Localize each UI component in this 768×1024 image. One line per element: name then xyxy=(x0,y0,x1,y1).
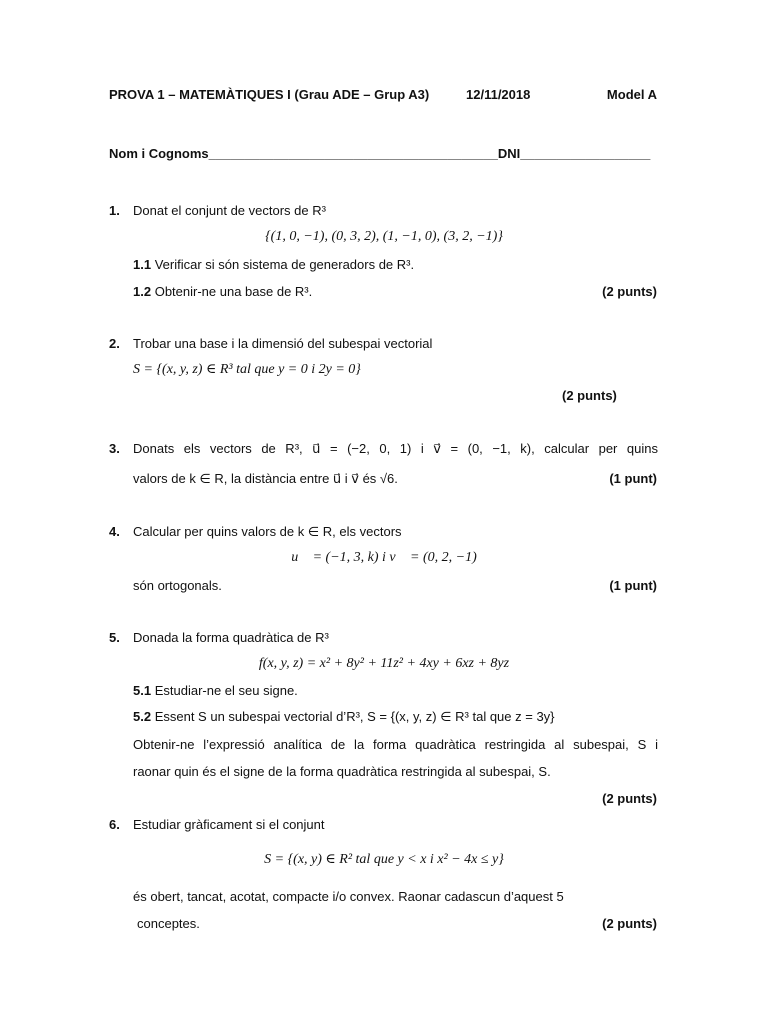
q4-text2: són ortogonals. xyxy=(133,578,222,593)
q5-points: (2 punts) xyxy=(602,791,657,806)
q5-sub2-text: Essent S un subespai vectorial d’R³, S = {(x, y, z) ∈ R³ tal que z = 3y} xyxy=(154,709,555,724)
q4-vectors: u⃗ = (−1, 3, k) i v⃗ = (0, 2, −1) xyxy=(291,550,477,565)
q5-quadratic-form: f(x, y, z) = x² + 8y² + 11z² + 4xy + 6xz + 8yz xyxy=(258,656,510,671)
q6-line4: conceptes. xyxy=(137,916,200,931)
q5-line3: Obtenir-ne l’expressió analítica de la forma quadràtica restringida al subespai, S i xyxy=(133,737,658,752)
q1-points: (2 punts) xyxy=(602,284,657,299)
q1-sub2 xyxy=(133,283,312,301)
q1-sub1-number: 1.1 xyxy=(133,257,152,272)
q3-line1: Donats els vectors de R³, u⃗ = (−2, 0, 1) i v⃗ = (0, −1, k), calcular per quins xyxy=(133,441,658,456)
q5-text: Donada la forma quadràtica de R³ xyxy=(133,630,329,645)
q5-sub1-text: Estudiar-ne el seu signe. xyxy=(154,683,298,698)
q5-sub1 xyxy=(133,682,298,700)
q3-points: (1 punt) xyxy=(609,471,657,486)
q5-sub2 xyxy=(133,708,555,726)
q5-sub2-number: 5.2 xyxy=(133,709,152,724)
q6-text: Estudiar gràficament si el conjunt xyxy=(133,817,325,832)
q2-number: 2. xyxy=(109,336,120,351)
q2-text: Trobar una base i la dimensió del subespai vectorial xyxy=(133,336,433,351)
q2-subspace: S = {(x, y, z) ∈ R³ tal que y = 0 i 2y = 0} xyxy=(133,362,361,377)
q3-line2: valors de k ∈ R, la distància entre u⃗ i v⃗ és √6. xyxy=(133,471,398,486)
q6-line3: és obert, tancat, acotat, compacte i/o convex. Raonar cadascun d’aquest 5 xyxy=(133,889,564,904)
q5-sub1-number: 5.1 xyxy=(133,683,152,698)
q3-number: 3. xyxy=(109,441,120,456)
q6-set: S = {(x, y) ∈ R² tal que y < x i x² − 4x ≤ y} xyxy=(264,852,504,867)
q2-points: (2 punts) xyxy=(562,388,617,403)
q1-text: Donat el conjunt de vectors de R³ xyxy=(133,203,326,218)
q6-points: (2 punts) xyxy=(602,916,657,931)
name-dni-field: Nom i Cognoms________________________________________DNI__________________ xyxy=(109,146,651,161)
q5-number: 5. xyxy=(109,630,120,645)
q1-number: 1. xyxy=(109,203,120,218)
exam-date: 12/11/2018 xyxy=(466,87,531,102)
exam-model: Model A xyxy=(606,87,657,102)
q5-line4: raonar quin és el signe de la forma quadràtica restringida al subespai, S. xyxy=(133,764,551,779)
q4-points: (1 punt) xyxy=(609,578,657,593)
q1-sub1 xyxy=(133,256,414,274)
exam-title: PROVA 1 – MATEMÀTIQUES I (Grau ADE – Grup A3) xyxy=(109,87,430,102)
q4-number: 4. xyxy=(109,524,120,539)
q1-sub2-number: 1.2 xyxy=(133,284,152,299)
q4-text: Calcular per quins valors de k ∈ R, els vectors xyxy=(133,524,402,539)
q1-sub1-text: Verificar si són sistema de generadors de R³. xyxy=(154,257,415,272)
q6-number: 6. xyxy=(109,817,120,832)
q1-sub2-text: Obtenir-ne una base de R³. xyxy=(154,284,313,299)
q1-vector-set: {(1, 0, −1), (0, 3, 2), (1, −1, 0), (3, 2, −1)} xyxy=(265,229,503,244)
